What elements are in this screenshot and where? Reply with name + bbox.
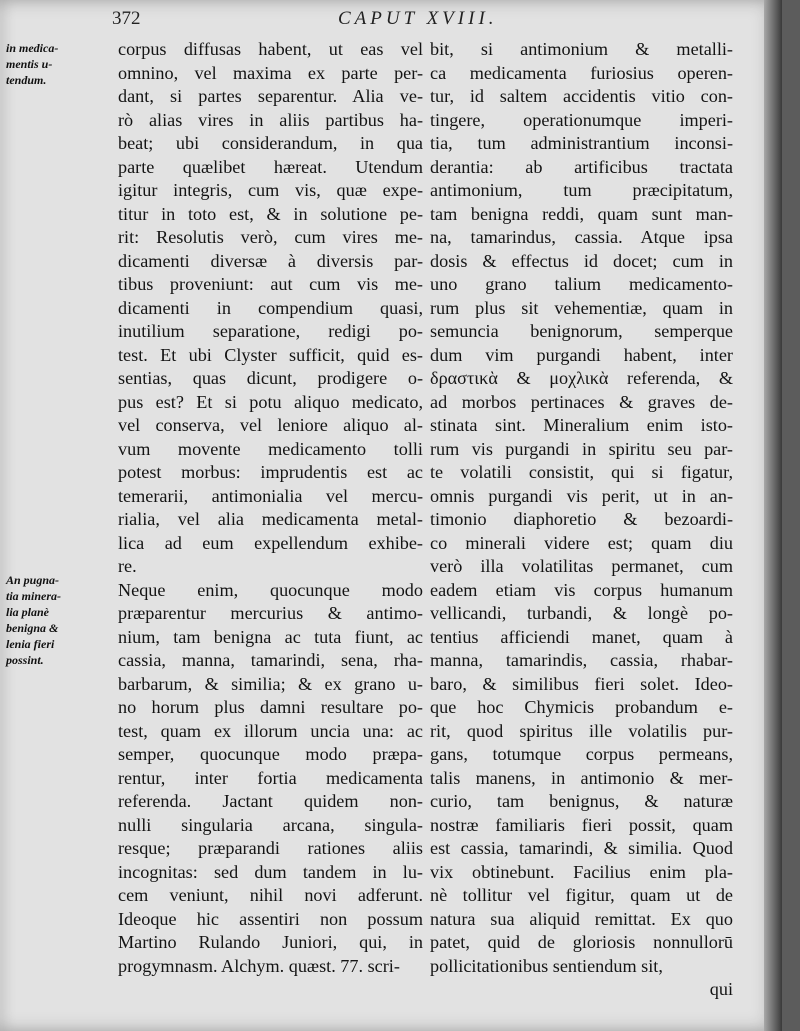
- text-line: est cassia, tamarindi, & similia. Quod: [430, 838, 733, 858]
- margin-note-line: tia minera-: [6, 589, 62, 603]
- text-line: nium, tam benigna ac tuta fiunt, ac: [118, 626, 423, 647]
- text-line: eadem etiam vis corpus humanum: [430, 579, 733, 600]
- text-line: pollicitationibus sentiendum sit,: [430, 955, 663, 976]
- text-line: baro, & similibus fieri solet. Ideo-: [430, 673, 733, 694]
- text-line: Neque enim, quocunque modo: [118, 579, 423, 600]
- page-header: [0, 8, 782, 34]
- text-line: derantia: ab artificibus tractata: [430, 156, 733, 177]
- text-line: curio, tam benignus, & naturæ: [430, 791, 733, 811]
- margin-note-line: possint.: [6, 653, 44, 667]
- page-number: 372: [112, 8, 141, 29]
- text-line: igitur integris, cum vis, quæ expe-: [118, 180, 423, 200]
- margin-note-usage: [6, 40, 106, 88]
- text-line: bit, si antimonium & metalli-: [430, 39, 733, 59]
- text-line: tia, tum administrantium inconsi-: [430, 133, 733, 153]
- text-line: vum movente medicamento tolli: [118, 438, 423, 459]
- text-line: antimonium, tum præcipitatum,: [430, 180, 733, 200]
- text-line: nostræ familiaris fieri possit, quam: [430, 814, 733, 835]
- text-line: pus est? Et si potu aliquo medicato,: [118, 391, 423, 412]
- text-line: que hoc Chymicis probandum e-: [430, 697, 733, 717]
- margin-note-line: tendum.: [6, 73, 47, 87]
- text-line: vellicandi, turbandi, & longè po-: [430, 603, 733, 623]
- text-line: incognitas: sed dum tandem in lu-: [118, 861, 423, 882]
- text-line: dant, si partes separentur. Alia ve-: [118, 86, 423, 106]
- text-line: δραστικὰ & μοχλικὰ referenda, &: [430, 368, 733, 388]
- text-line: dosis & effectus id docet; cum in: [430, 250, 733, 271]
- right-text-column: [430, 38, 733, 1002]
- margin-note-line: benigna &: [6, 621, 59, 635]
- text-line: co minerali videre est; quam diu: [430, 532, 733, 553]
- text-line: te volatili consistit, qui si figatur,: [430, 462, 733, 482]
- margin-note-line: mentis u-: [6, 57, 53, 71]
- margin-note-line: in medica-: [6, 41, 59, 55]
- text-line: test. Et ubi Clyster sufficit, quid es-: [118, 344, 423, 365]
- text-line: rum vis purgandi in spiritu seu par-: [430, 438, 733, 459]
- text-line: timonio diaphoretio & bezoardi-: [430, 509, 733, 529]
- margin-note-question: [6, 572, 106, 668]
- text-line: præparentur mercurius & antimo-: [118, 603, 423, 623]
- running-title: CAPUT XVIII.: [338, 8, 498, 29]
- text-line: lica ad eum expellendum exhibe-: [118, 532, 423, 553]
- text-line: stinata sint. Mineralium enim isto-: [430, 415, 733, 435]
- text-line: gans, totumque corpus permeans,: [430, 744, 733, 764]
- text-line: corpus diffusas habent, ut eas vel: [118, 39, 423, 59]
- catchword: qui: [709, 979, 733, 999]
- text-line: parte quælibet hæreat. Utendum: [118, 156, 423, 177]
- text-line: dicamenti in compendium quasi,: [118, 297, 423, 318]
- text-line: rentur, inter fortia medicamenta: [118, 767, 423, 788]
- margin-note-line: lia planè: [6, 605, 50, 619]
- text-line: rò alias vires in aliis partibus ha-: [118, 109, 423, 130]
- text-line: talis manens, in antimonio & mer-: [430, 767, 733, 788]
- text-line: potest morbus: imprudentis est ac: [118, 462, 423, 482]
- text-line: vel conserva, vel leniore aliquo al-: [118, 415, 423, 435]
- text-line: progymnasm. Alchym. quæst. 77. scri-: [118, 955, 400, 976]
- text-line: patet, quid de gloriosis nonnullorū: [430, 932, 733, 952]
- text-line: beat; ubi considerandum, in qua: [118, 133, 423, 153]
- text-line: no horum plus damni resultare po-: [118, 697, 423, 717]
- left-text-column: [118, 38, 423, 978]
- text-line: referenda. Jactant quidem non-: [118, 791, 423, 811]
- text-line: dum vim purgandi habent, inter: [430, 344, 733, 365]
- text-line: temerarii, antimonialia vel mercu-: [118, 485, 423, 506]
- text-line: tingere, operationumque imperi-: [430, 109, 733, 130]
- text-line: semper, quocunque modo præpa-: [118, 744, 423, 764]
- text-line: ad morbos pertinaces & graves de-: [430, 391, 733, 412]
- text-line: rit, quod spiritus ille volatilis pur-: [430, 720, 733, 741]
- text-line: nulli singularia arcana, singula-: [118, 814, 423, 835]
- text-line: vix obtinebunt. Facilius enim pla-: [430, 861, 733, 882]
- text-line: tentius afficiendi manet, quam à: [430, 626, 733, 647]
- text-line: uno grano talium medicamento-: [430, 274, 733, 294]
- text-line: rit: Resolutis verò, cum vires me-: [118, 227, 423, 247]
- text-line: natura sua aliquid remittat. Ex quo: [430, 908, 733, 929]
- margin-note-line: An pugna-: [6, 573, 60, 587]
- text-line: tibus proveniunt: aut cum vis me-: [118, 274, 423, 294]
- text-line: test, quam ex illorum uncia una: ac: [118, 720, 423, 741]
- text-line: omnis purgandi vis perit, ut in an-: [430, 485, 733, 506]
- text-line: sentias, quas dicunt, prodigere o-: [118, 368, 423, 388]
- text-line: titur in toto est, & in solutione pe-: [118, 203, 423, 224]
- text-line: semuncia benignorum, semperque: [430, 321, 733, 341]
- text-line: omnino, vel maxima ex parte per-: [118, 62, 423, 83]
- text-line: cem veniunt, nihil novi adferunt.: [118, 885, 423, 905]
- text-line: ca medicamenta furiosius operen-: [430, 62, 733, 83]
- text-line: re.: [118, 556, 137, 576]
- text-line: resque; præparandi rationes aliis: [118, 838, 423, 858]
- text-line: cassia, manna, tamarindi, sena, rha-: [118, 650, 423, 670]
- text-line: rialia, vel alia medicamenta metal-: [118, 509, 423, 529]
- text-line: Ideoque hic assentiri non possum: [118, 908, 423, 929]
- text-line: dicamenti diversæ à diversis par-: [118, 250, 423, 271]
- text-line: verò illa volatilitas permanet, cum: [430, 556, 733, 576]
- text-line: tur, id saltem accidentis vitio con-: [430, 86, 733, 106]
- text-line: nè tollitur vel figitur, quam ut de: [430, 885, 733, 905]
- text-line: barbarum, & similia; & ex grano u-: [118, 673, 423, 694]
- text-line: na, tamarindus, cassia. Atque ipsa: [430, 227, 733, 247]
- text-line: Martino Rulando Juniori, qui, in: [118, 932, 423, 952]
- text-line: manna, tamarindis, cassia, rhabar-: [430, 650, 733, 670]
- text-line: rum plus sit vehementiæ, quam in: [430, 297, 733, 318]
- text-line: tam benigna reddi, quam sunt man-: [430, 203, 733, 224]
- page-edge-shadow: [764, 0, 782, 1031]
- text-line: inutilium separatione, redigi po-: [118, 321, 423, 341]
- margin-note-line: lenia fieri: [6, 637, 55, 651]
